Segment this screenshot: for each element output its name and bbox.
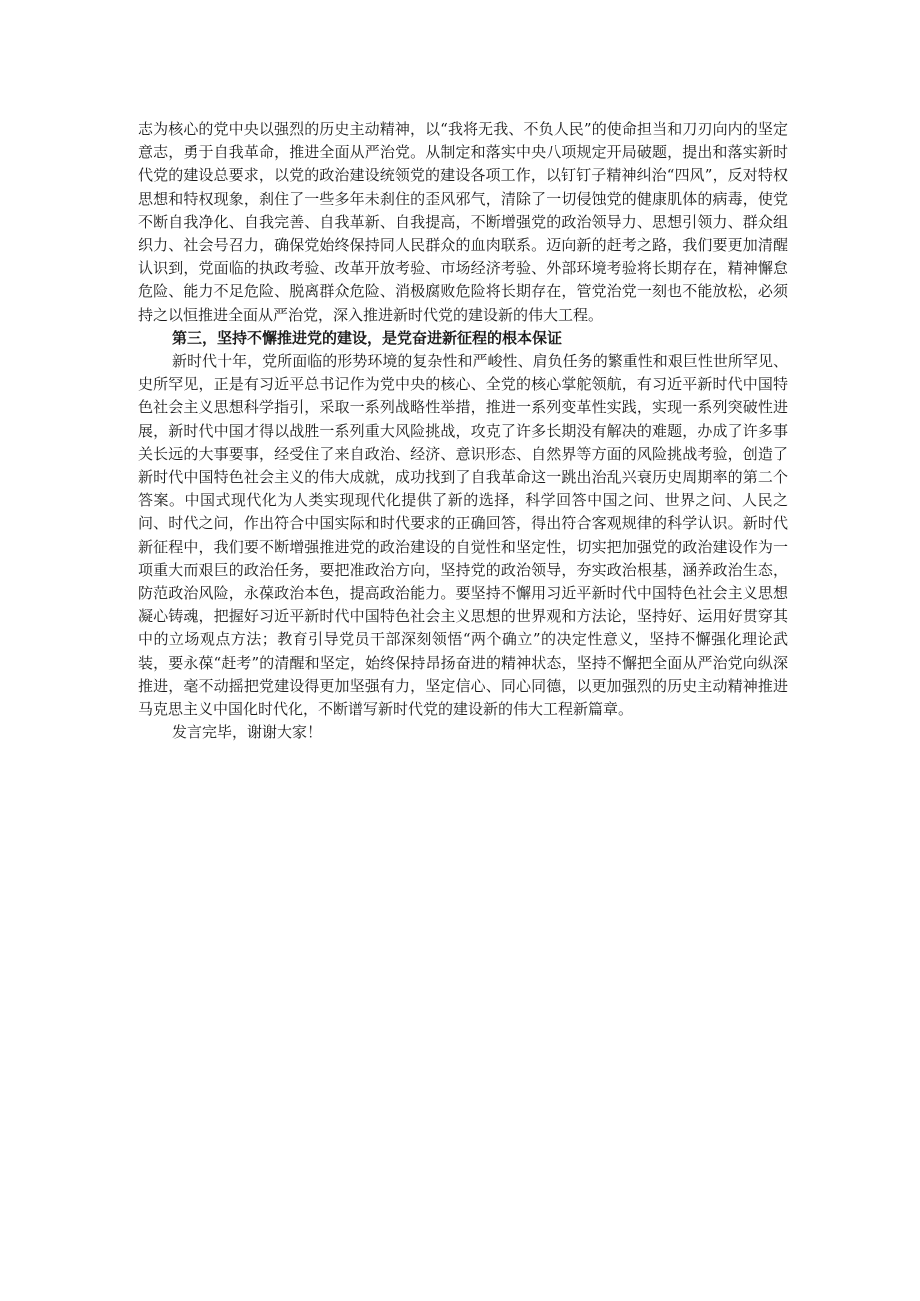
document-page (138, 118, 788, 744)
body-paragraph: 新时代十年，党所面临的形势环境的复杂性和严峻性、肩负任务的繁重性和艰巨性世所罕见、史所罕见，正是有习近平总书记作为党中央的核心、全党的核心掌舵领航，有习近平新时代中国特色社会主义思想科学指引，采取一系列战略性举措，推进一系列变革性实践，实现一系列突破性进展，新时代中国才得以战胜一系列重大风险挑战，攻克了许多长期没有解决的难题，办成了许多事关长远的大事要事，经受住了来自政治、经济、意识形态、自然界等方面的风险挑战考验，创造了新时代中国特色社会主义的伟大成就，成功找到了自我革命这一跳出治乱兴衰历史周期率的第二个答案。中国式现代化为人类实现现代化提供了新的选择，科学回答中国之问、世界之问、人民之问、时代之问，作出符合中国实际和时代要求的正确回答，得出符合客观规律的科学认识。新时代新征程中，我们要不断增强推进党的政治建设的自觉性和坚定性，切实把加强党的政治建设作为一项重大而艰巨的政治任务，要把准政治方向，坚持党的政治领导，夯实政治根基，涵养政治生态，防范政治风险，永葆政治本色，提高政治能力。要坚持不懈用习近平新时代中国特色社会主义思想凝心铸魂，把握好习近平新时代中国特色社会主义思想的世界观和方法论，坚持好、运用好贯穿其中的立场观点方法；教育引导党员干部深刻领悟“两个确立”的决定性意义，坚持不懈强化理论武装，要永葆“赶考”的清醒和坚定，始终保持昂扬奋进的精神状态，坚持不懈把全面从严治党向纵深推进，毫不动摇把党建设得更加坚强有力，坚定信心、同心同德，以更加强烈的历史主动精神推进马克思主义中国化时代化，不断谱写新时代党的建设新的伟大工程新篇章。 (138, 352, 788, 719)
section-heading: 第三，坚持不懈推进党的建设，是党奋进新征程的根本保证 (172, 328, 563, 347)
body-paragraph: 志为核心的党中央以强烈的历史主动精神，以“我将无我、不负人民”的使命担当和刀刃向内的坚定意志，勇于自我革命，推进全面从严治党。从制定和落实中央八项规定开局破题，提出和落实新时代党的建设总要求，以党的政治建设统领党的建设各项工作，以钉钉子精神纠治“四风”，反对特权思想和特权现象，刹住了一些多年未刹住的歪风邪气，清除了一切侵蚀党的健康肌体的病毒，使党不断自我净化、自我完善、自我革新、自我提高，不断增强党的政治领导力、思想引领力、群众组织力、社会号召力，确保党始终保持同人民群众的血肉联系。迈向新的赶考之路，我们要更加清醒认识到，党面临的执政考验、改革开放考验、市场经济考验、外部环境考验将长期存在，精神懈怠危险、能力不足危险、脱离群众危险、消极腐败危险将长期存在，管党治党一刻也不能放松，必须持之以恒推进全面从严治党，深入推进新时代党的建设新的伟大工程。 (138, 120, 788, 324)
closing-remark: 发言完毕，谢谢大家！ (172, 723, 323, 742)
